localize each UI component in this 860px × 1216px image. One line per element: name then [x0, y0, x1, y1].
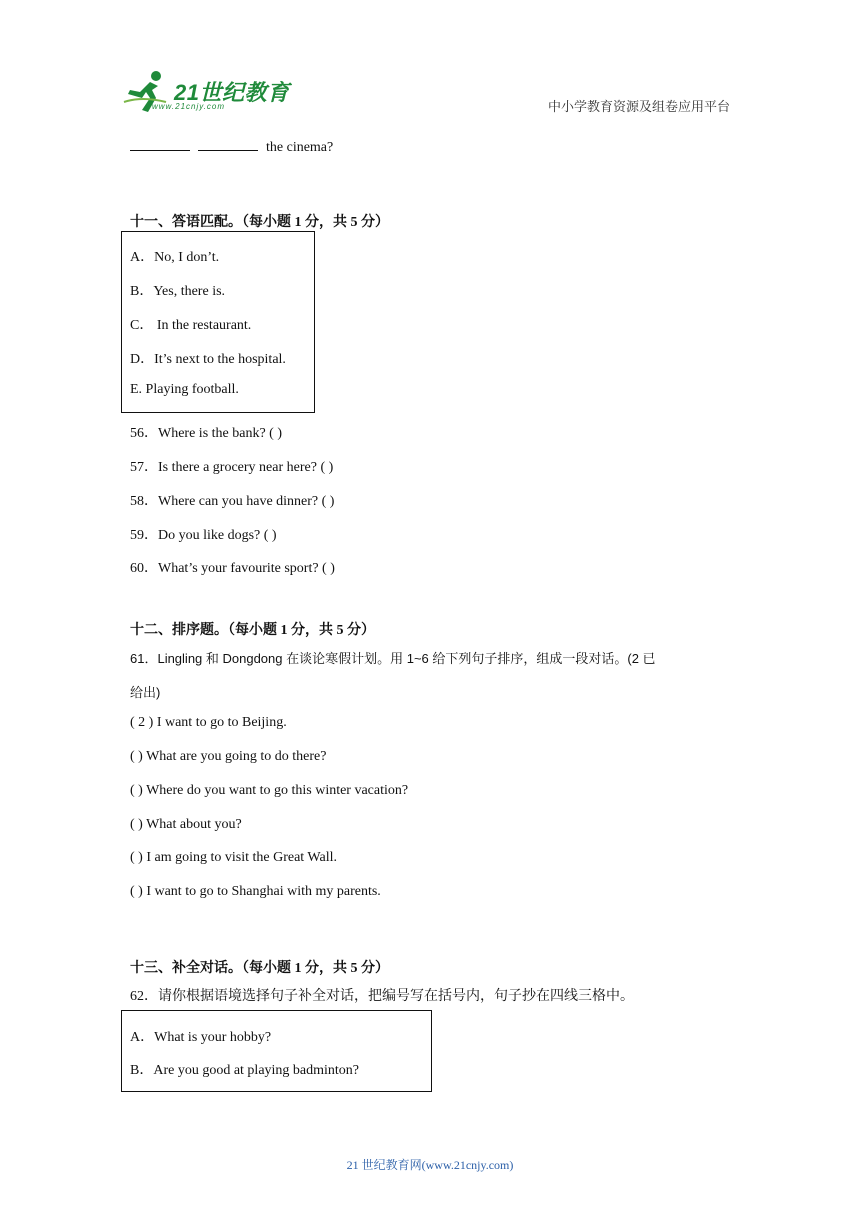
answer-blank — [198, 138, 258, 151]
logo-url: www.21cnjy.com — [152, 102, 225, 111]
option-c: C． In the restaurant. — [130, 318, 252, 333]
question-57: 57．Is there a grocery near here? ( ) — [130, 460, 334, 475]
logo-title: 21世纪教育 — [174, 80, 290, 105]
question-58: 58．Where can you have dinner? ( ) — [130, 494, 335, 509]
section-12-title: 十二、排序题。（每小题 1 分，共 5 分） — [130, 623, 375, 638]
order-item-6: ( ) I want to go to Shanghai with my parents. — [130, 884, 381, 899]
order-item-2: ( ) What are you going to do there? — [130, 749, 327, 764]
answer-blank — [130, 138, 190, 151]
carryover-text: the cinema? — [266, 140, 334, 155]
question-59: 59．Do you like dogs? ( ) — [130, 528, 277, 543]
section-13-title: 十三、补全对话。（每小题 1 分，共 5 分） — [130, 961, 389, 976]
order-item-5: ( ) I am going to visit the Great Wall. — [130, 850, 338, 865]
footer-link[interactable]: 21 世纪教育网(www.21cnjy.com) — [346, 1158, 514, 1172]
section-12-intro-2: 给出) — [130, 685, 161, 700]
carryover-line — [130, 138, 333, 156]
question-56: 56．Where is the bank? ( ) — [130, 426, 282, 441]
section-12-intro-1: 61．Lingling 和 Dongdong 在谈论寒假计划。用 1~6 给下列句子排序，组成一段对话。(2 已 — [130, 651, 656, 666]
question-60: 60．What’s your favourite sport? ( ) — [130, 561, 335, 576]
dialog-option-b: B．Are you good at playing badminton? — [130, 1063, 360, 1078]
option-a: A．No, I don’t. — [130, 250, 220, 265]
dialog-option-a: A．What is your hobby? — [130, 1030, 272, 1045]
site-logo — [122, 68, 292, 116]
option-b: B．Yes, there is. — [130, 284, 226, 299]
order-item-1: ( 2 ) I want to go to Beijing. — [130, 715, 287, 730]
platform-label: 中小学教育资源及组卷应用平台 — [547, 99, 730, 114]
option-d: D．It’s next to the hospital. — [130, 352, 286, 367]
option-e: E. Playing football. — [130, 382, 239, 397]
section-13-intro: 62．请你根据语境选择句子补全对话，把编号写在括号内，句子抄在四线三格中。 — [130, 989, 634, 1004]
section-13-options-box — [121, 1010, 432, 1092]
order-item-3: ( ) Where do you want to go this winter vacation? — [130, 783, 409, 798]
section-11-title: 十一、答语匹配。（每小题 1 分，共 5 分） — [130, 215, 389, 230]
order-item-4: ( ) What about you? — [130, 817, 242, 832]
